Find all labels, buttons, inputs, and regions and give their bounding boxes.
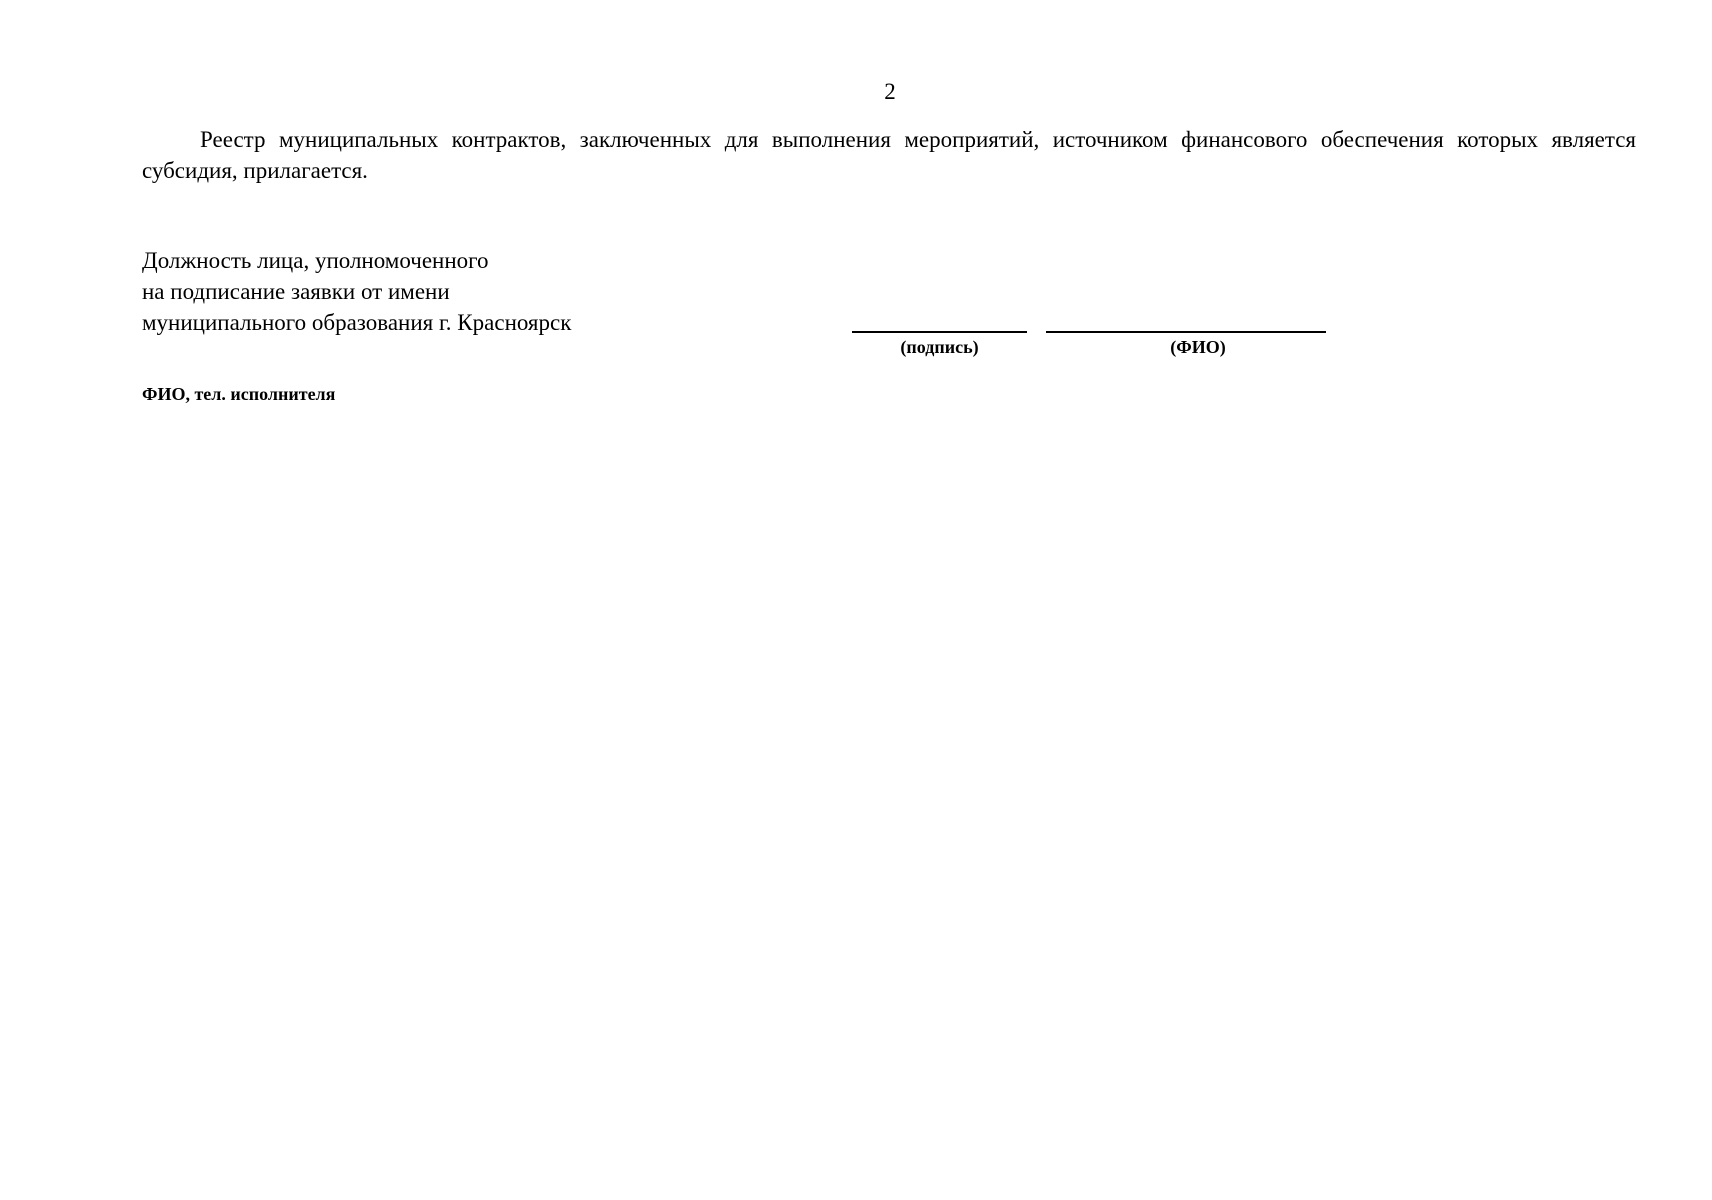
executor-label: ФИО, тел. исполнителя bbox=[142, 384, 336, 404]
official-position-line-1: Должность лица, уполномоченного bbox=[142, 248, 489, 273]
signature-caption: (подпись) bbox=[900, 337, 979, 357]
page-number: 2 bbox=[884, 79, 896, 104]
registry-paragraph: Реестр муниципальных контрактов, заключенных для выполнения мероприятий, источником финансового обеспечения которых является субсидия, прилагается. bbox=[142, 127, 1636, 183]
fio-line bbox=[1046, 331, 1326, 333]
signature-line bbox=[852, 331, 1027, 333]
fio-caption: (ФИО) bbox=[1170, 337, 1226, 357]
official-position-line-2: на подписание заявки от имени bbox=[142, 279, 450, 304]
official-position-line-3: муниципального образования г. Красноярск bbox=[142, 310, 572, 335]
official-position-block bbox=[142, 245, 571, 338]
